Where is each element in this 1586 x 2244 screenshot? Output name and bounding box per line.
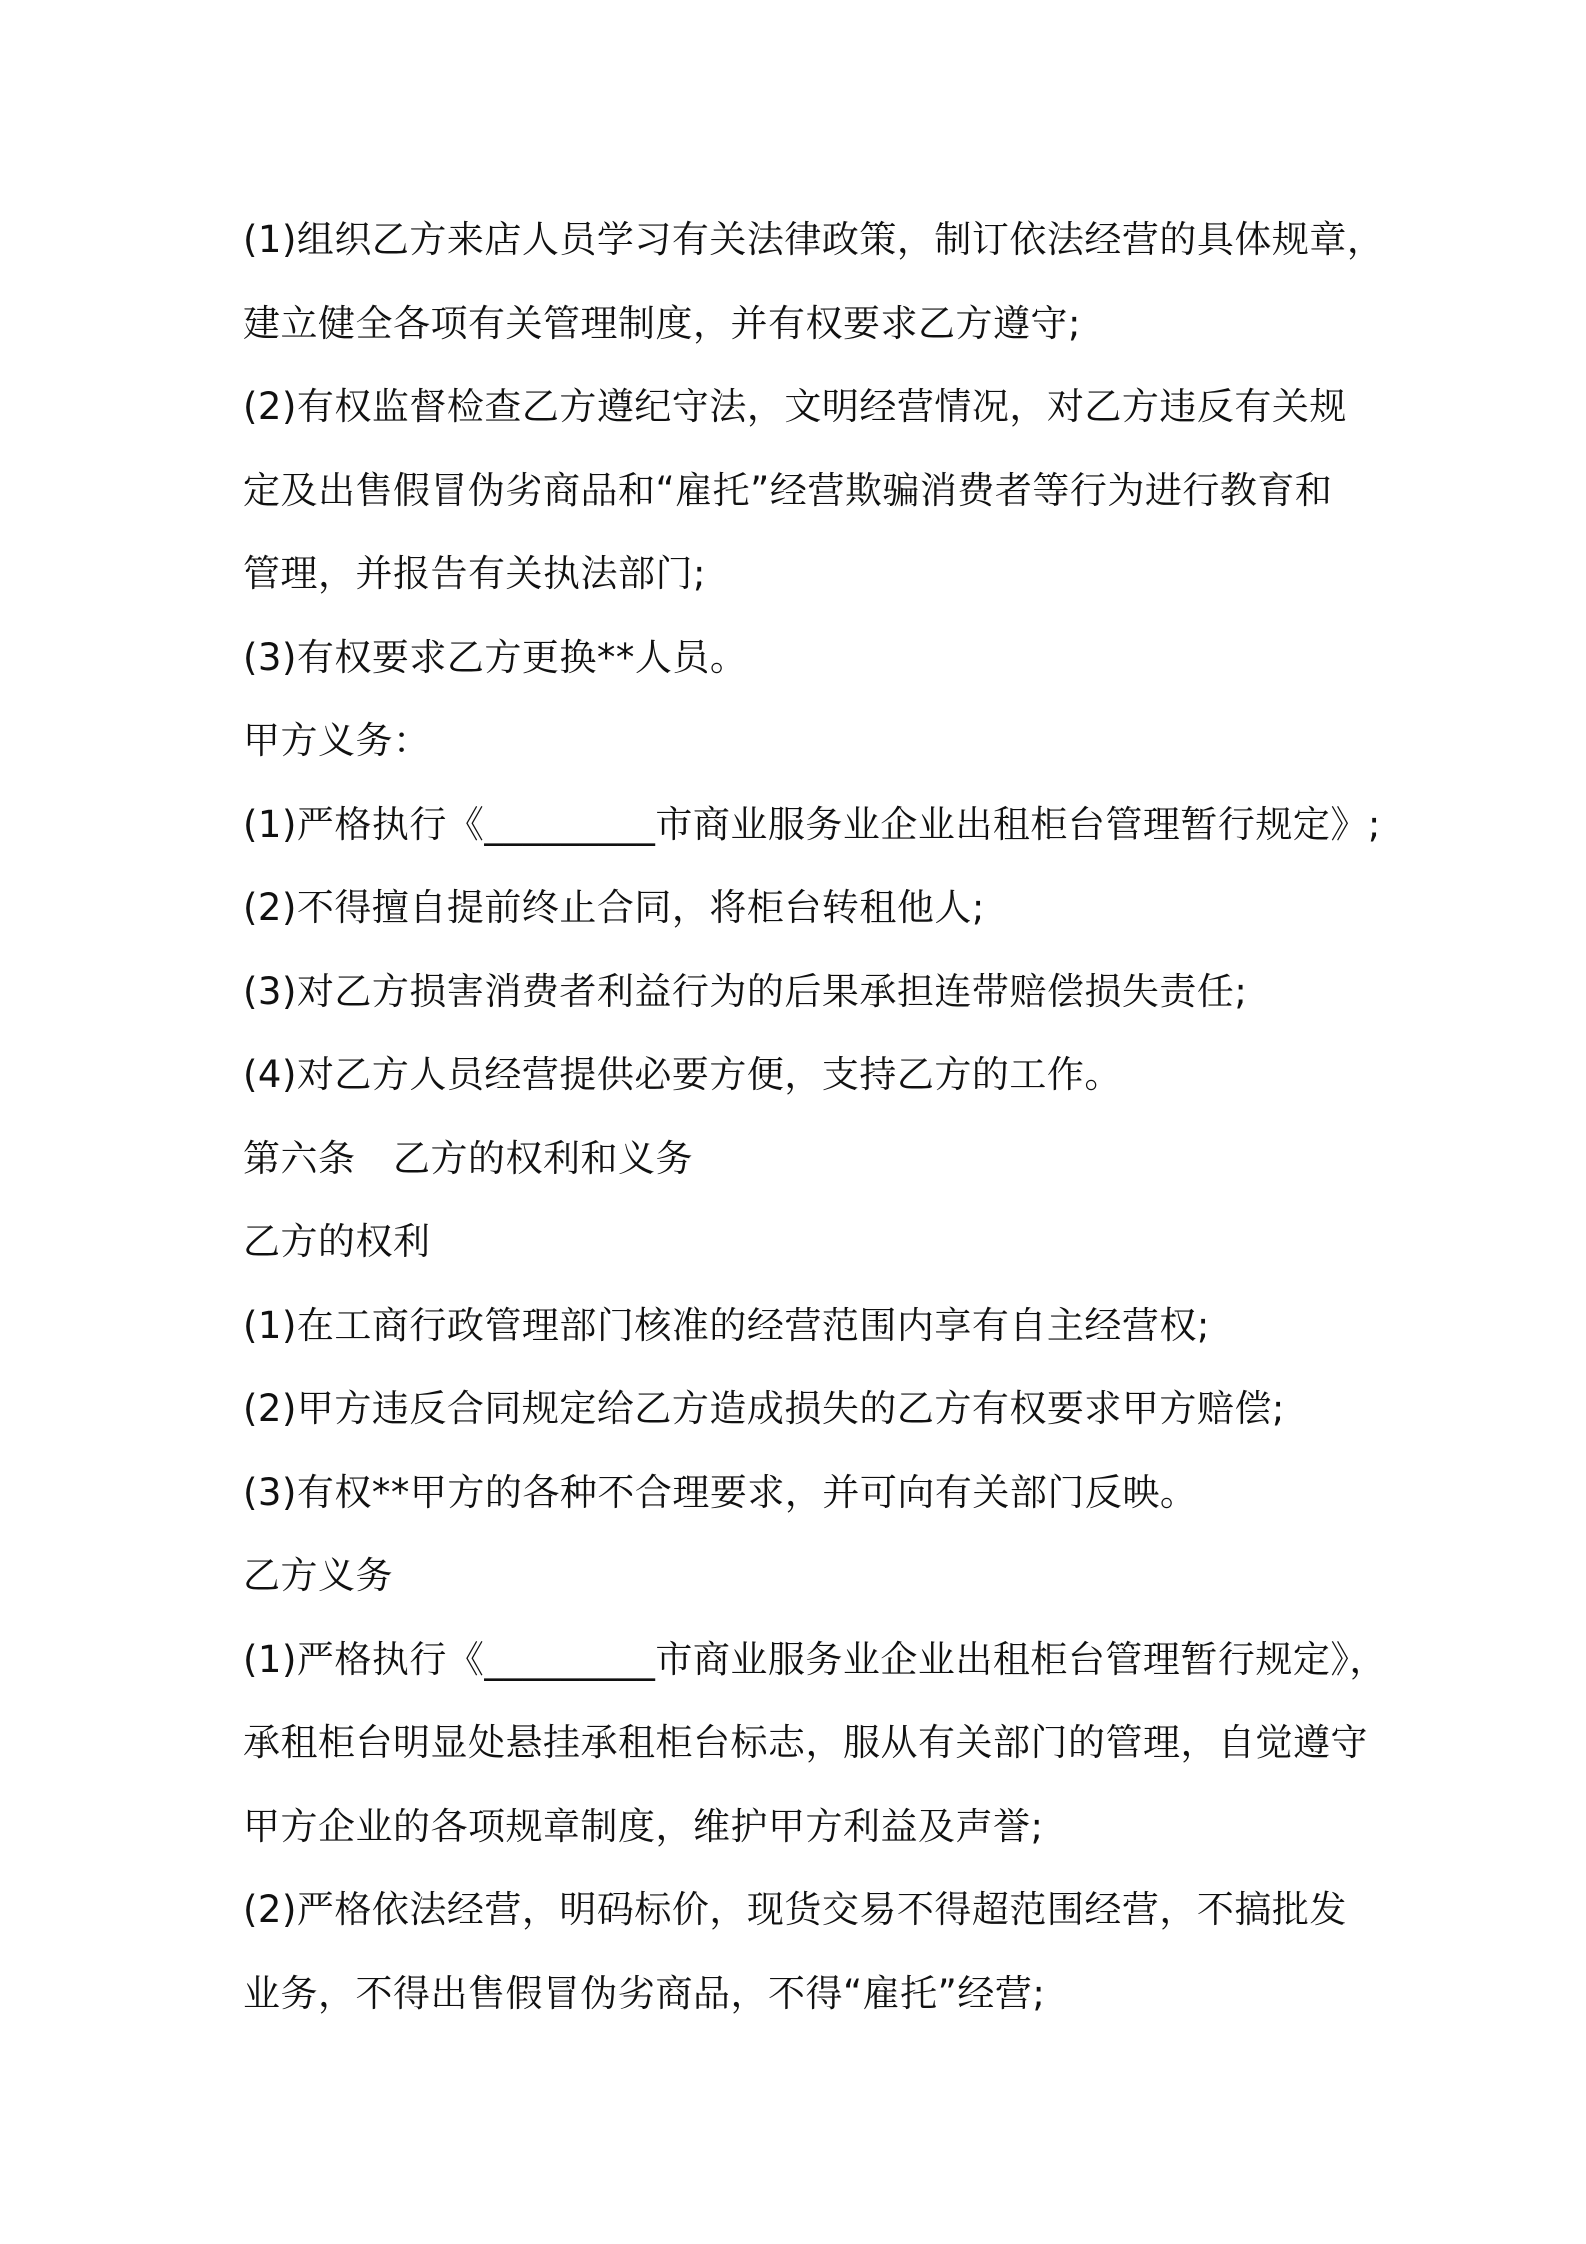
paragraph-line: (2)有权监督检查乙方遵纪守法，文明经营情况，对乙方违反有关规 (243, 385, 1347, 428)
section-heading: 甲方义务： (243, 719, 431, 762)
paragraph-line: (1)在工商行政管理部门核准的经营范围内享有自主经营权; (243, 1303, 1210, 1347)
section-heading: 乙方的权利 (243, 1220, 431, 1263)
paragraph-line: (1)组织乙方来店人员学习有关法律政策，制订依法经营的具体规章， (243, 218, 1385, 261)
document-body (243, 198, 1387, 2035)
paragraph-line: 承租柜台明显处悬挂承租柜台标志，服从有关部门的管理，自觉遵守 (243, 1721, 1368, 1764)
paragraph-line: (2)不得擅自提前终止合同，将柜台转租他人; (243, 886, 985, 929)
paragraph-line: (2)严格依法经营，明码标价，现货交易不得超范围经营，不搞批发 (243, 1888, 1347, 1931)
article-heading: 第六条 乙方的权利和义务 (243, 1136, 693, 1180)
paragraph-line: (1)严格执行《_________市商业服务业企业出租柜台管理暂行规定》， (243, 1637, 1387, 1681)
paragraph-line: (1)严格执行《_________市商业服务业企业出租柜台管理暂行规定》; (243, 802, 1381, 846)
paragraph-line: (4)对乙方人员经营提供必要方便，支持乙方的工作。 (243, 1053, 1122, 1096)
paragraph-line: (2)甲方违反合同规定给乙方造成损失的乙方有权要求甲方赔偿; (243, 1387, 1285, 1430)
paragraph-line: (3)有权要求乙方更换**人员。 (243, 635, 748, 679)
paragraph-line: (3)有权**甲方的各种不合理要求，并可向有关部门反映。 (243, 1470, 1198, 1514)
paragraph-line: 管理，并报告有关执法部门; (243, 552, 706, 595)
paragraph-line: 定及出售假冒伪劣商品和“雇托”经营欺骗消费者等行为进行教育和 (243, 468, 1333, 512)
section-heading: 乙方义务 (243, 1554, 393, 1597)
paragraph-line: 建立健全各项有关管理制度，并有权要求乙方遵守; (243, 301, 1081, 345)
paragraph-line: 甲方企业的各项规章制度，维护甲方利益及声誉; (243, 1804, 1044, 1848)
paragraph-line: 业务，不得出售假冒伪劣商品，不得“雇托”经营; (243, 1971, 1046, 2015)
paragraph-line: (3)对乙方损害消费者利益行为的后果承担连带赔偿损失责任; (243, 969, 1248, 1013)
